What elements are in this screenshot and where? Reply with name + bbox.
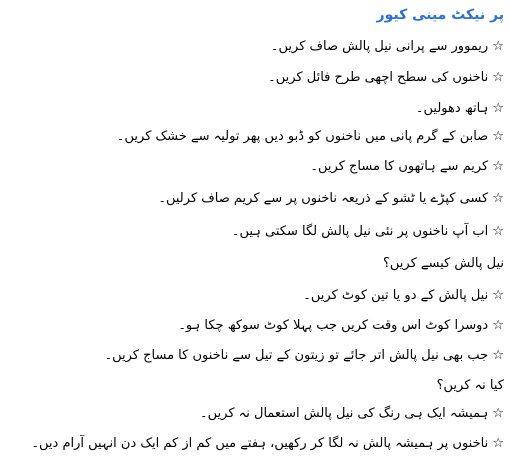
list-item: ☆ ناخنوں کی سطح اچھی طرح فائل کریں۔ — [268, 70, 504, 85]
list-item: ☆ صابن کے گرم پانی میں ناخنوں کو ڈبو دیں پھر تولیہ سے خشک کریں۔ — [116, 129, 504, 144]
list-item: ☆ ہمیشہ ایک ہی رنگ کی نیل پالش استعمال نہ کریں۔ — [200, 406, 504, 421]
list-item: ☆ کسی کپڑے یا ٹشو کے ذریعہ ناخنوں پر سے کریم صاف کرلیں۔ — [158, 191, 504, 206]
section-heading: نیل پالش کیسے کریں؟ — [383, 256, 504, 271]
list-item: ☆ ناخنوں پر ہمیشہ پالش نہ لگا کر رکھیں، ہفتے میں کم از کم ایک دن انہیں آرام دیں۔ — [31, 436, 504, 451]
list-item: ☆ اب آپ ناخنوں پر نئی نیل پالش لگا سکتی ہیں۔ — [231, 224, 504, 239]
list-item: ☆ نیل پالش کے دو یا تین کوٹ کریں۔ — [303, 288, 504, 303]
list-item: ☆ ریموور سے پرانی نیل پالش صاف کریں۔ — [270, 39, 504, 54]
list-item: ☆ ہاتھ دھولیں۔ — [415, 101, 504, 116]
list-item: ☆ دوسرا کوٹ اس وقت کریں جب پہلا کوٹ سوکھ چکا ہو۔ — [178, 318, 504, 333]
list-item: ☆ کریم سے ہاتھوں کا مساج کریں۔ — [310, 159, 504, 174]
list-item: ☆ جب بھی نیل پالش اتر جائے تو زیتون کے تیل سے ناخنوں کا مساج کریں۔ — [104, 348, 504, 363]
page-title: پر نیکٹ مینی کیور — [376, 7, 504, 23]
section-heading: کیا نہ کریں؟ — [436, 378, 504, 393]
